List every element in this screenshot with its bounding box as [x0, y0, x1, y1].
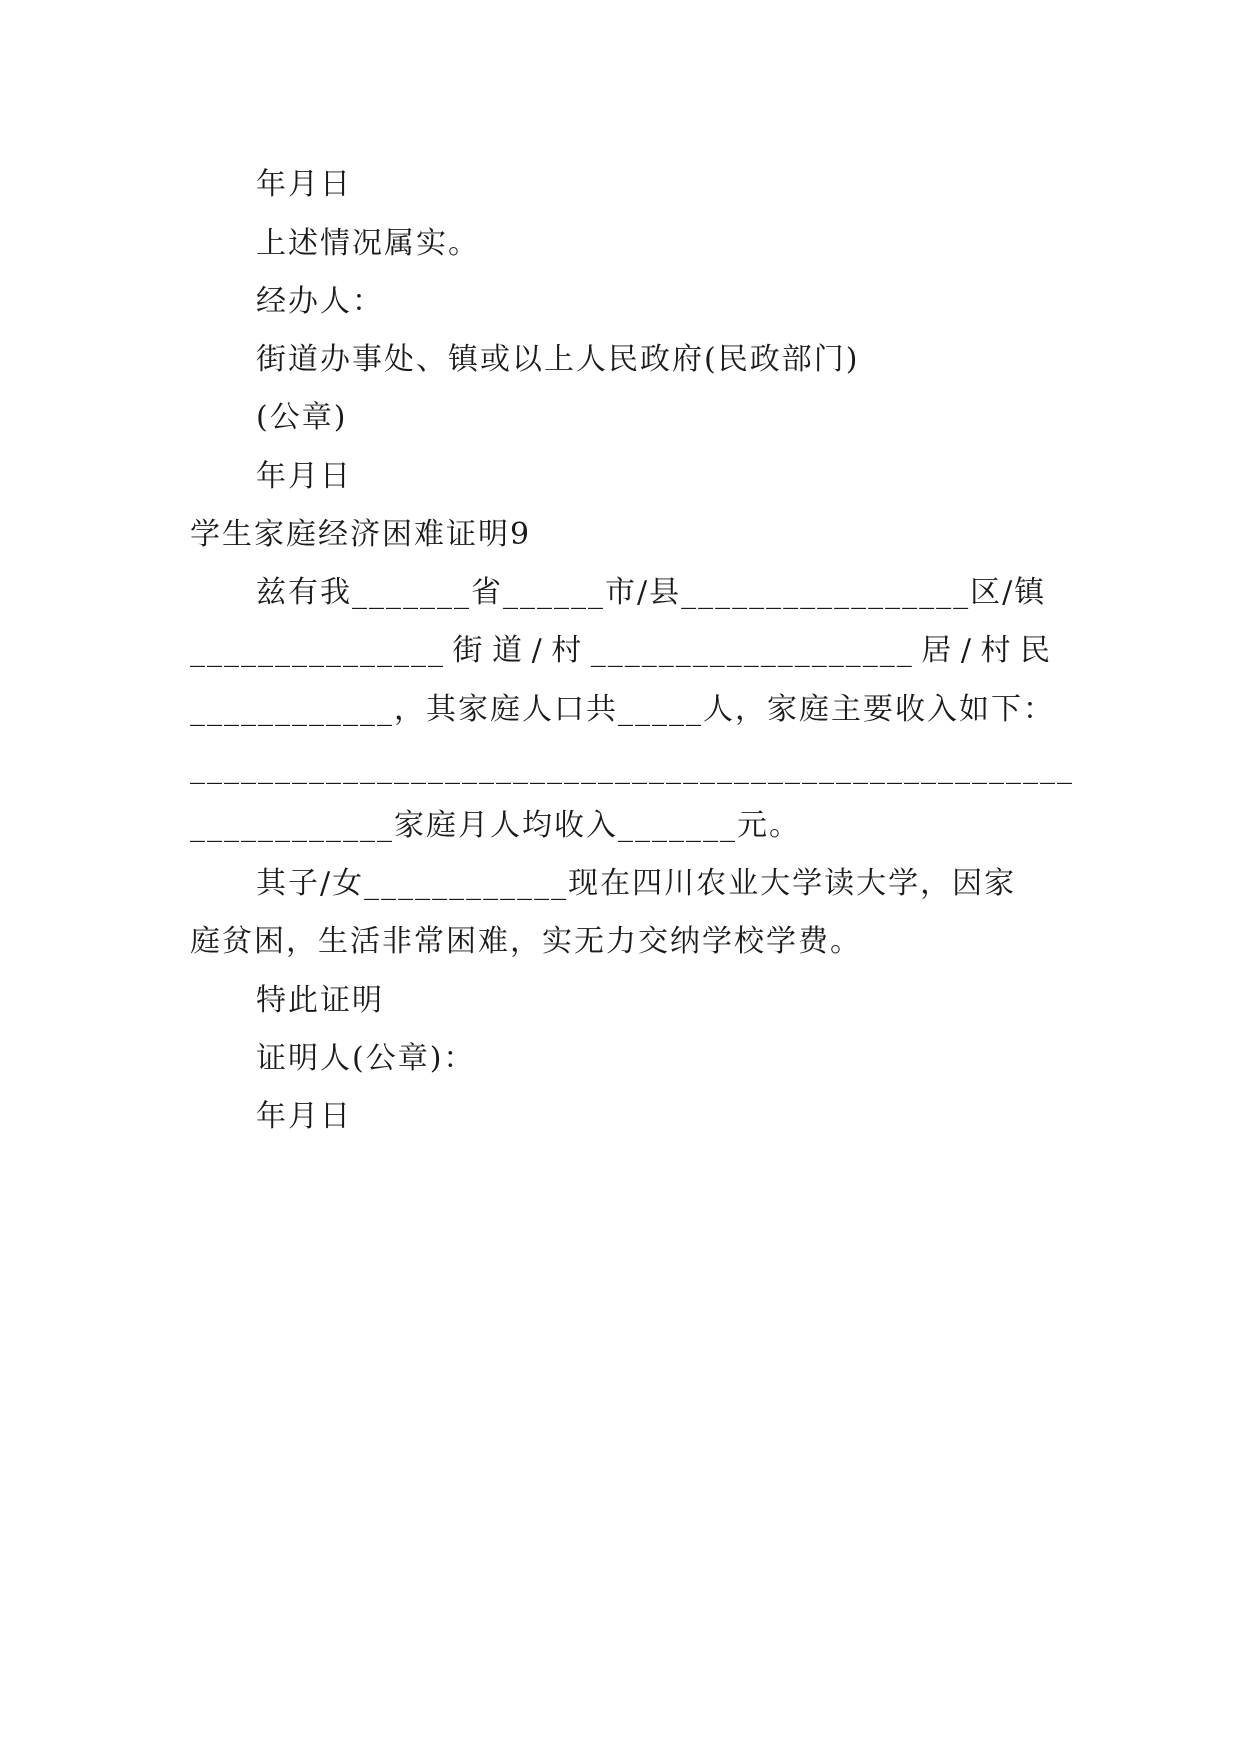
blank-field: _______________ — [190, 633, 445, 668]
income-blank-line: ____________________________________________________ — [190, 750, 1074, 785]
date-line: 年月日 — [256, 459, 352, 494]
address-line-justified — [190, 631, 1052, 671]
text-char: / — [960, 633, 973, 668]
income-per-capita-line: ____________家庭月人均收入_______元。 — [190, 808, 801, 843]
certification-statement: 特此证明 — [256, 983, 384, 1018]
address-line: 兹有我_______省______市/县_________________区/镇 — [256, 575, 1047, 610]
text-char: 道 — [492, 633, 525, 668]
text-char: 村 — [551, 633, 584, 668]
household-line: ____________，其家庭人口共_____人，家庭主要收入如下： — [190, 692, 1055, 727]
text-char: 居 — [921, 633, 954, 668]
blank-field: ___________________ — [590, 633, 914, 668]
seal-label: (公章) — [256, 400, 348, 435]
student-line: 其子/女____________现在四川农业大学读大学，因家 — [256, 866, 1017, 901]
text-char: 村 — [980, 633, 1013, 668]
text-char: / — [531, 633, 544, 668]
verification-statement: 上述情况属实。 — [256, 226, 480, 261]
text-char: 民 — [1020, 633, 1052, 668]
text-char: 街 — [452, 633, 485, 668]
certifier-label: 证明人(公章)： — [256, 1041, 476, 1076]
date-line: 年月日 — [256, 167, 352, 202]
handler-label: 经办人： — [256, 284, 384, 319]
hardship-line: 庭贫困，生活非常困难，实无力交纳学校学费。 — [190, 924, 862, 959]
date-line: 年月日 — [256, 1099, 352, 1134]
document-title: 学生家庭经济困难证明9 — [190, 517, 532, 552]
issuing-authority: 街道办事处、镇或以上人民政府(民政部门) — [256, 342, 860, 377]
